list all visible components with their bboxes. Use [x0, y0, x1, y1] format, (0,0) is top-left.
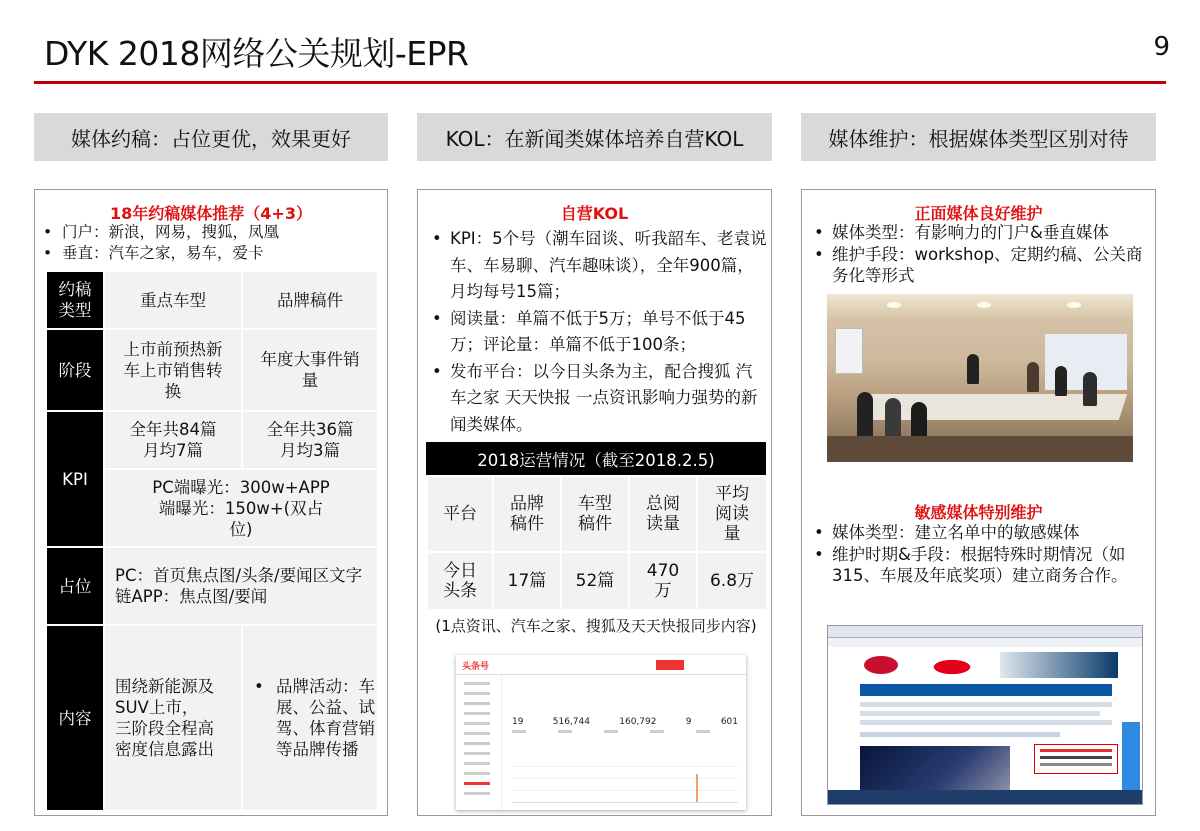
cell-kpi-brand: 全年共36篇月均3篇 [242, 411, 378, 469]
list-item: • 维护时期&手段：根据特殊时期情况（如315、车展及年底奖项）建立商务合作。 [810, 544, 1156, 587]
header-total-reads: 总阅读量 [629, 476, 697, 552]
stat-value: 516,744 [552, 717, 590, 727]
header-brand-articles: 品牌稿件 [493, 476, 561, 552]
kol-bullet-list [428, 226, 768, 438]
cell-stage-key-model: 上市前预热新车上市销售转换 [104, 329, 242, 411]
media-website-screenshot [827, 625, 1143, 805]
toutiao-backend-screenshot [456, 655, 746, 810]
toutiao-logo: 头条号 [462, 662, 490, 672]
operations-table [426, 475, 768, 611]
cell-total-reads: 470万 [629, 552, 697, 610]
sensitive-media-heading: 敏感媒体特别维护 [914, 503, 1043, 522]
cell-content-brand [242, 625, 378, 811]
list-item: • 品牌活动：车展、公益、试驾、体育营销等品牌传播 [254, 676, 374, 760]
list-item: • KPI：5个号（潮车囧谈、听我韶车、老袁说车、车易聊、汽车趣味谈），全年900篇，月均每号15篇； [428, 226, 768, 306]
list-item: • 阅读量：单篇不低于5万；单号不低于45万；评论量：单篇不低于100条； [428, 306, 768, 359]
stats-row [512, 717, 738, 727]
trend-chart-graphic [512, 755, 738, 803]
cell-platform: 今日头条 [427, 552, 493, 610]
title-divider [34, 81, 1166, 84]
stat-value: 601 [720, 717, 738, 727]
stat-value: 19 [512, 717, 524, 727]
column-heading-kol: KOL：在新闻类媒体培养自营KOL [417, 113, 772, 161]
row-label-kpi: KPI [46, 411, 104, 547]
page-number: 9 [1153, 32, 1170, 62]
cell-average-reads: 6.8万 [697, 552, 767, 610]
cell-key-model: 重点车型 [104, 271, 242, 329]
row-label-stage: 阶段 [46, 329, 104, 411]
list-item: • 垂直：汽车之家，易车，爱卡 [43, 244, 264, 262]
row-label-position: 占位 [46, 547, 104, 625]
page-title: DYK 2018网络公关规划-EPR [44, 34, 469, 73]
self-run-kol-heading: 自营KOL [560, 204, 629, 223]
kol-panel [417, 189, 772, 816]
positive-media-list [810, 222, 1156, 287]
sync-note: (1点资讯、汽车之家、搜狐及天天快报同步内容) [435, 617, 757, 635]
sensitive-media-list [810, 522, 1156, 587]
media-commission-panel [34, 189, 388, 816]
cell-kpi-exposure: PC端曝光：300w+APP端曝光：150w+(双占位) [104, 469, 378, 547]
cell-position: PC：首页焦点图/头条/要闻区文字链APP：焦点图/要闻 [104, 547, 378, 625]
cell-brand-articles: 17篇 [493, 552, 561, 610]
list-item: • 媒体类型：建立名单中的敏感媒体 [810, 522, 1156, 544]
header-model-articles: 车型稿件 [561, 476, 629, 552]
list-item: • 发布平台：以今日头条为主，配合搜狐 汽车之家 天天快报 一点资讯影响力强势的新闻类媒体。 [428, 359, 768, 439]
publish-button-graphic [656, 660, 684, 670]
cell-brand-article: 品牌稿件 [242, 271, 378, 329]
workshop-photo [827, 294, 1133, 462]
operations-table-title: 2018运营情况（截至2018.2.5) [426, 442, 766, 475]
recommended-media-heading: 18年约稿媒体推荐（4+3） [110, 204, 312, 223]
list-item: • 媒体类型：有影响力的门户&垂直媒体 [810, 222, 1156, 244]
header-average-reads: 平均阅读量 [697, 476, 767, 552]
stat-value: 160,792 [619, 717, 657, 727]
cell-content-key-model: 围绕新能源及SUV上市，三阶段全程高密度信息露出 [104, 625, 242, 811]
column-heading-media-commission: 媒体约稿：占位更优，效果更好 [34, 113, 388, 161]
cell-stage-brand: 年度大事件销量 [242, 329, 378, 411]
header-platform: 平台 [427, 476, 493, 552]
media-maintenance-panel [801, 189, 1156, 816]
column-heading-media-maintenance: 媒体维护：根据媒体类型区别对待 [801, 113, 1156, 161]
row-label-content: 内容 [46, 625, 104, 811]
commission-table [45, 270, 379, 812]
kia-logo-graphic [864, 656, 898, 674]
positive-media-heading: 正面媒体良好维护 [914, 204, 1043, 223]
row-label-type: 约稿类型 [46, 271, 104, 329]
stat-value: 9 [685, 717, 692, 727]
list-item: • 维护手段：workshop、定期约稿、公关商务化等形式 [810, 244, 1156, 287]
list-item: • 门户：新浪，网易，搜狐，凤凰 [43, 223, 280, 241]
sidebar-graphic [456, 675, 502, 810]
cell-kpi-key-model: 全年共84篇月均7篇 [104, 411, 242, 469]
cell-model-articles: 52篇 [561, 552, 629, 610]
recommended-media-list [43, 222, 279, 264]
